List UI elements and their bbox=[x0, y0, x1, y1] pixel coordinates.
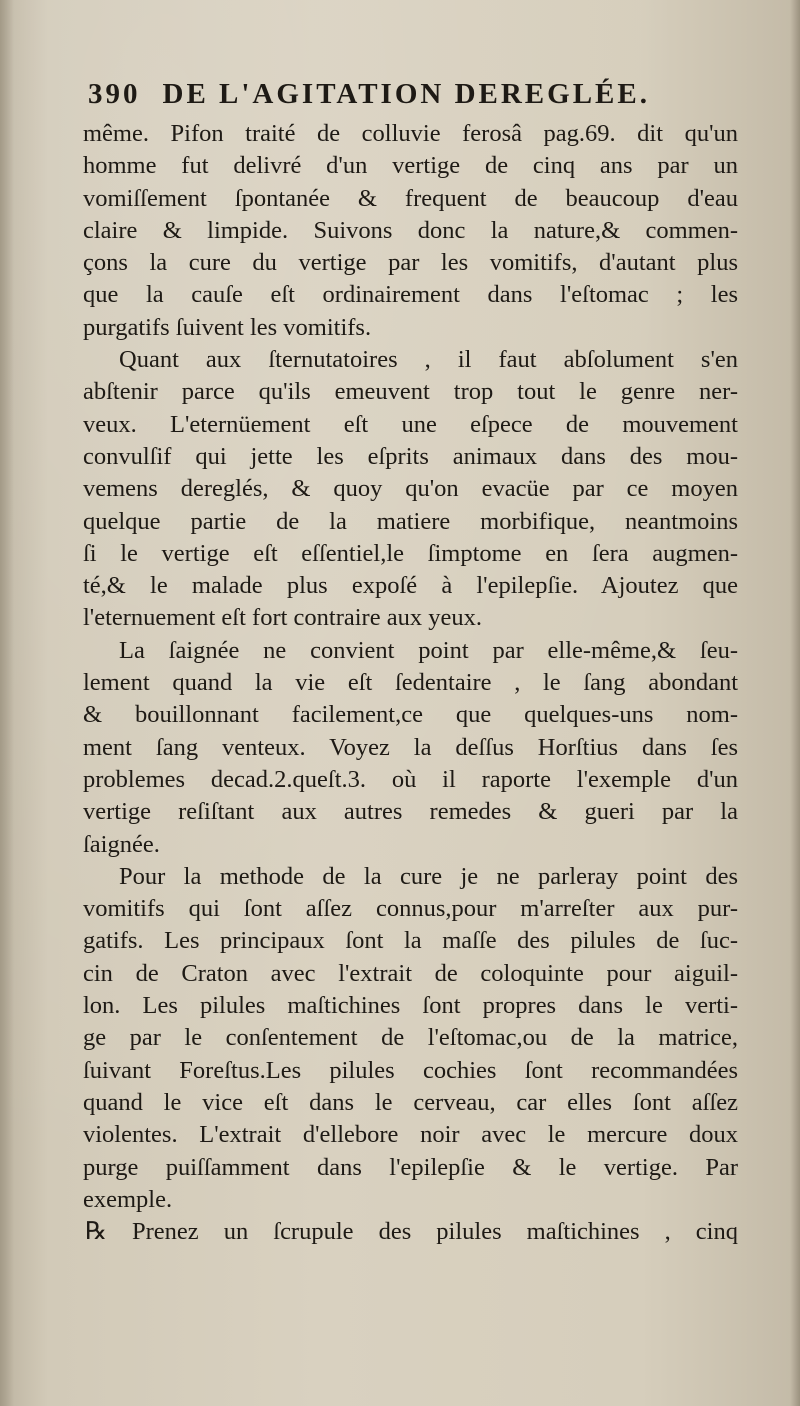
text-line: violentes. L'extrait d'ellebore noir avec le mercure doux bbox=[83, 1121, 738, 1149]
text-line: ſuivant Foreſtus.Les pilules cochies ſont recommandées bbox=[83, 1056, 738, 1084]
text-line: ment ſang venteux. Voyez la deſſus Horſtius dans ſes bbox=[83, 733, 738, 761]
text-line: quelque partie de la matiere morbifique, neantmoins bbox=[83, 507, 738, 535]
text-line: problemes decad.2.queſt.3. où il raporte l'exemple d'un bbox=[83, 765, 738, 793]
text-line: vomiſſement ſpontanée & frequent de beaucoup d'eau bbox=[83, 184, 738, 212]
text-line: ſi le vertige eſt eſſentiel,le ſimptome en ſera augmen- bbox=[83, 539, 738, 567]
text-line: çons la cure du vertige par les vomitifs, d'autant plus bbox=[83, 249, 738, 277]
running-title: DE L'AGITATION DEREGLÉE. bbox=[162, 78, 650, 110]
text-line: claire & limpide. Suivons donc la nature,& commen- bbox=[83, 216, 738, 244]
text-line: homme fut delivré d'un vertige de cinq ans par un bbox=[83, 152, 738, 180]
text-line: ſaignée. bbox=[83, 830, 160, 858]
text-line: vemens dereglés, & quoy qu'on evacüe par ce moyen bbox=[83, 475, 738, 503]
text-line: lon. Les pilules maſtichines ſont propres dans le verti- bbox=[83, 992, 738, 1020]
text-line: gatifs. Les principaux ſont la maſſe des pilules de ſuc- bbox=[83, 927, 738, 955]
text-line: purge puiſſamment dans l'epilepſie & le vertige. Par bbox=[83, 1153, 738, 1181]
text-line: vomitifs qui ſont aſſez connus,pour m'arreſter aux pur- bbox=[83, 895, 738, 923]
text-line: l'eternuement eſt fort contraire aux yeux. bbox=[83, 604, 482, 632]
body-text bbox=[83, 118, 738, 1248]
text-line: ℞ Prenez un ſcrupule des pilules maſtichines , cinq bbox=[85, 1218, 738, 1246]
text-line: ge par le conſentement de l'eſtomac,ou de la matrice, bbox=[83, 1024, 738, 1052]
text-line: Pour la methode de la cure je ne parleray point des bbox=[119, 862, 738, 890]
page-number: 390 bbox=[88, 78, 141, 110]
text-line: té,& le malade plus expoſé à l'epilepſie. Ajoutez que bbox=[83, 572, 738, 600]
text-line: lement quand la vie eſt ſedentaire , le ſang abondant bbox=[83, 669, 738, 697]
text-line: que la cauſe eſt ordinairement dans l'eſtomac ; les bbox=[83, 281, 738, 309]
text-line: quand le vice eſt dans le cerveau, car elles ſont aſſez bbox=[83, 1088, 738, 1116]
text-line: cin de Craton avec l'extrait de coloquinte pour aiguil- bbox=[83, 959, 738, 987]
text-line: abſtenir parce qu'ils emeuvent trop tout le genre ner- bbox=[83, 378, 738, 406]
text-line: Quant aux ſternutatoires , il faut abſolument s'en bbox=[119, 346, 738, 374]
text-line: vertige reſiſtant aux autres remedes & gueri par la bbox=[83, 798, 738, 826]
text-line: convulſif qui jette les eſprits animaux dans des mou- bbox=[83, 442, 738, 470]
page-header bbox=[88, 78, 748, 111]
text-line: veux. L'eternüement eſt une eſpece de mouvement bbox=[83, 410, 738, 438]
text-line: & bouillonnant facilement,ce que quelques-uns nom- bbox=[83, 701, 738, 729]
text-line: exemple. bbox=[83, 1185, 173, 1213]
text-line: purgatifs ſuivent les vomitifs. bbox=[83, 313, 372, 341]
text-line: La ſaignée ne convient point par elle-même,& ſeu- bbox=[119, 636, 738, 664]
text-line: même. Pifon traité de colluvie ferosâ pag.69. dit qu'un bbox=[83, 120, 738, 147]
